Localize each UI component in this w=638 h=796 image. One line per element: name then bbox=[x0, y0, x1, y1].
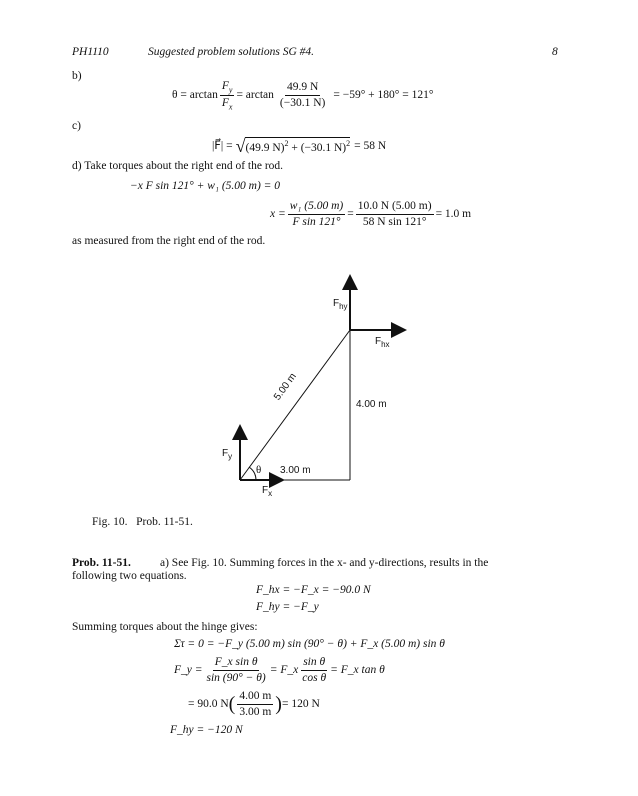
theta-den: (−30.1 N) bbox=[279, 97, 326, 110]
label-rod-length: 5.00 m bbox=[272, 371, 299, 403]
torque-equation: −x F sin 121° + w₁ (5.00 m) = 0 bbox=[130, 180, 281, 192]
torque-sum-equation: Στ = 0 = −F_y (5.00 m) sin (90° − θ) + F_x (5.00 m) sin θ bbox=[174, 638, 445, 650]
fhy-final: F_hy = −120 N bbox=[170, 724, 243, 736]
part-d-outro: as measured from the right end of the rod. bbox=[72, 235, 266, 247]
magnitude-equation: |F⃗| = √ (49.9 N)$^2$ + (−30.1 N)$^2$ = 58 N bbox=[212, 136, 387, 156]
problem-text-1: a) See Fig. 10. Summing forces in the x- and y-directions, results in the bbox=[160, 557, 489, 569]
magnitude-lhs: |F⃗| = bbox=[212, 139, 233, 152]
magnitude-result: = 58 N bbox=[354, 139, 387, 152]
problem-text-3: Summing torques about the hinge gives: bbox=[72, 621, 258, 633]
label-height: 4.00 m bbox=[356, 399, 387, 410]
label-base: 3.00 m bbox=[280, 465, 311, 476]
force-eq-2: F_hy = −F_y bbox=[256, 601, 319, 613]
theta-num: 49.9 N bbox=[285, 81, 320, 96]
theta-equation: θ = arctan $\frac{F_y}{F_x}$ = arctan $\frac{49.9 N}{(-30.1 N)}$ = −59° + 180° = 121° bbox=[172, 80, 434, 112]
label-fhx: $F_{hx}$ bbox=[375, 336, 390, 349]
label-fx: $F_x$ bbox=[262, 485, 273, 498]
x-equation: x = $\frac{\text{w₁ (5.00 m)}}{\text{F sin 121°}}$ = $\frac{10.0 N (5.00 m)}{\text{58 N sin 121°}}$ = 1.0 m bbox=[270, 200, 472, 229]
arctan-label: = arctan bbox=[236, 89, 274, 102]
problem-title: Prob. 11-51. bbox=[72, 557, 131, 569]
force-eq-1: F_hx = −F_x = −90.0 N bbox=[256, 584, 371, 596]
fy-equation: F_y = $\frac{\text{F\_x sin θ}}{\sin (90^\circ - \theta)}$ = F_x $\frac{\text{sin θ}}{\text{cos θ}}$ = F_x tan θ bbox=[174, 656, 385, 685]
figure-caption: Fig. 10. Prob. 11-51. bbox=[92, 516, 193, 528]
label-fy: $F_y$ bbox=[222, 448, 233, 461]
part-c-label: c) bbox=[72, 120, 81, 132]
theta-lhs: θ = arctan bbox=[172, 89, 218, 102]
theta-result: = −59° + 180° = 121° bbox=[333, 89, 434, 102]
theta-arc bbox=[249, 467, 256, 480]
label-theta: θ bbox=[256, 464, 262, 476]
page-number: 8 bbox=[552, 46, 558, 58]
part-d-intro: d) Take torques about the right end of the rod. bbox=[72, 160, 284, 172]
fy-calc-equation: = 90.0 N ( $\frac{4.00 m}{3.00 m}$ ) = 120 N bbox=[188, 690, 320, 719]
problem-text-2: following two equations. bbox=[72, 570, 187, 582]
label-fhy: $F_{hy}$ bbox=[333, 298, 348, 311]
rod-line bbox=[240, 330, 350, 480]
header-course: PH1110 bbox=[72, 46, 109, 58]
header-subtitle: Suggested problem solutions SG #4. bbox=[148, 46, 314, 58]
part-b-label: b) bbox=[72, 70, 82, 82]
